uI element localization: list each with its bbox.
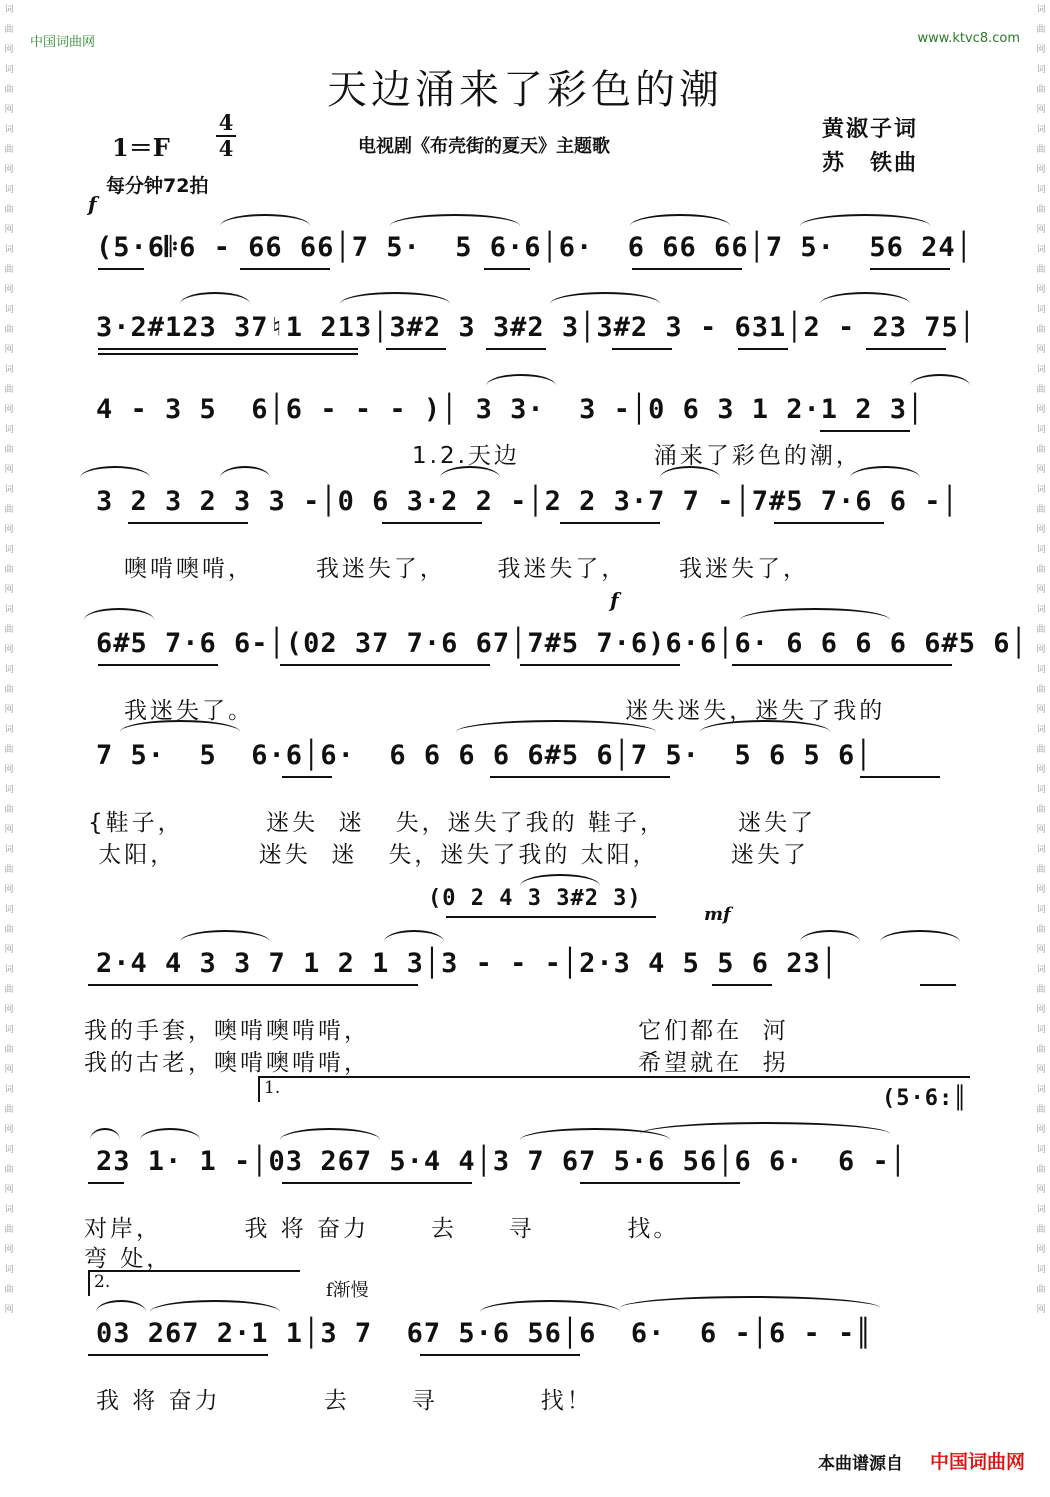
staff-row-7: [0, 936, 1050, 996]
key-signature: 1＝F: [112, 133, 170, 162]
composer: 苏 铁曲: [822, 151, 919, 176]
lyric-line-4: 噢啃噢啃， 我迷失了， 我迷失了， 我迷失了，: [124, 556, 809, 582]
lyricist: 黄淑子词: [822, 117, 919, 142]
dynamic-forte-2: f: [610, 588, 619, 612]
lyric-line-6a: {鞋子， 迷失 迷 失，迷失了我的 鞋子， 迷失了: [88, 810, 817, 836]
notation-line-5: 6#5 7·6 6-│(02 37 7·6 67│7#5 7·6)6·6│6· 6 6 6 6 6#5 6│: [96, 628, 1028, 659]
notation-line-2: 3·2#123 37♮1 213│3#2 3 3#2 3│3#2 3 - 631│2 - 23 75│: [96, 312, 977, 343]
time-signature: [214, 111, 238, 161]
staff-row-2: [0, 300, 1050, 360]
dynamic-mezzo-forte: mf: [704, 904, 731, 925]
staff-row-9: [0, 1306, 1050, 1366]
lyric-line-5: 我迷失了。 迷失迷失，迷失了我的: [124, 698, 886, 724]
notation-line-4: 3 2 3 2 3 3 -│0 6 3·2 2 -│2 2 3·7 7 -│7#5 7·6 6 -│: [96, 486, 959, 517]
lyric-line-7b: 我的古老，噢啃噢啃啃， 希望就在 拐: [84, 1050, 789, 1076]
notation-line-7: 2·4 4 3 3 7 1 2 1 3│3 - - -│2·3 4 5 5 6 23│: [96, 948, 838, 979]
staff-row-3: [0, 382, 1050, 442]
lyric-line-3: 1.2.天边 涌来了彩色的潮，: [412, 443, 862, 469]
dynamic-forte: f: [88, 192, 97, 216]
notation-line-1: (5·6𝄆6 - 66 66│7 5· 5 6·6│6· 6 66 66│7 5· 56 24│: [96, 232, 973, 263]
footer-source-label: 本曲谱源自: [818, 1454, 903, 1474]
notation-line-3: 4 - 3 5 6│6 - - - )│ 3 3· 3 -│0 6 3 1 2·1 2 3│: [96, 394, 925, 425]
notation-line-8: 23 1· 1 -│03 267 5·4 4│3 7 67 5·6 56│6 6· 6 -│: [96, 1146, 908, 1177]
staff-row-4: [0, 474, 1050, 534]
volta-second-ending: 2.: [88, 1270, 300, 1296]
lyric-line-8a: 对岸， 我 将 奋力 去 寻 找。: [84, 1216, 680, 1242]
staff-row-7-intro: [0, 880, 1050, 920]
tempo-marking: 每分钟72拍: [106, 175, 209, 197]
lyric-line-7a: 我的手套，噢啃噢啃啃， 它们都在 河: [84, 1018, 789, 1044]
subtitle: 电视剧《布壳街的夏天》主题歌: [358, 136, 610, 157]
volta-first-ending: 1.: [258, 1076, 970, 1102]
staff-row-5: [0, 616, 1050, 676]
song-title: 天边涌来了彩色的潮: [327, 67, 723, 113]
staff-row-8: [0, 1134, 1050, 1194]
staff-row-1: [0, 220, 1050, 280]
time-numerator: 4: [218, 110, 234, 135]
footer-site-name[interactable]: 中国词曲网: [930, 1451, 1026, 1473]
header-site-url[interactable]: www.ktvc8.com: [917, 31, 1020, 46]
dynamic-forte-ritardando: f渐慢: [326, 1280, 369, 1301]
lyric-line-6b: 太阳， 迷失 迷 失，迷失了我的 太阳， 迷失了: [88, 842, 809, 868]
lyric-line-9: 我 将 奋力 去 寻 找！: [96, 1388, 593, 1414]
watermark-left: 词曲网词曲网词曲网词曲网词曲网词曲网词曲网词曲网词曲网词曲网词曲网词曲网词曲网词曲网词曲网词曲网词曲网词曲网词曲网词曲网词曲网词曲网: [4, 5, 14, 1315]
time-denominator: 4: [218, 136, 234, 161]
notation-line-8b: (5·6:║: [882, 1086, 968, 1111]
notation-line-9: 03 267 2·1 1│3 7 67 5·6 56│6 6· 6 -│6 - -║: [96, 1318, 873, 1349]
watermark-right: 词曲网词曲网词曲网词曲网词曲网词曲网词曲网词曲网词曲网词曲网词曲网词曲网词曲网词曲网词曲网词曲网词曲网词曲网词曲网词曲网词曲网词曲网: [1036, 5, 1046, 1315]
notation-line-7-intro: (0 2 4 3 3#2 3): [428, 886, 642, 911]
header-site-name[interactable]: 中国词曲网: [30, 35, 96, 50]
notation-line-6: 7 5· 5 6·6│6· 6 6 6 6 6#5 6│7 5· 5 6 5 6│: [96, 740, 873, 771]
lyric-line-8b: 弯 处，: [84, 1246, 173, 1272]
staff-row-6: [0, 728, 1050, 788]
